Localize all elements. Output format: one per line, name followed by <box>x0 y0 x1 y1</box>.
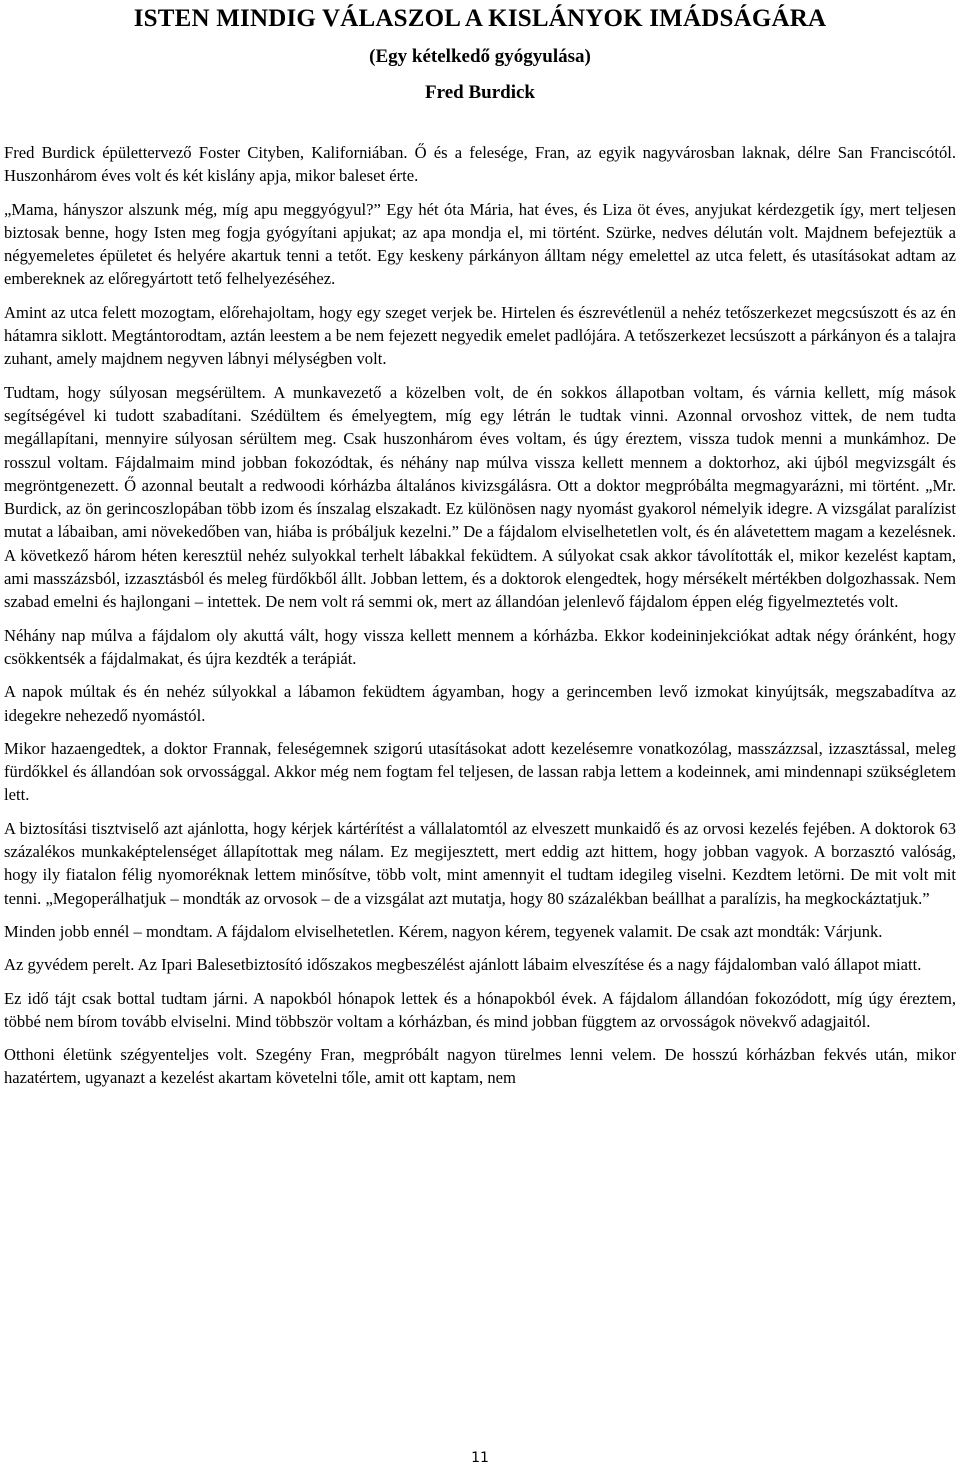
document-author: Fred Burdick <box>425 82 535 103</box>
paragraph: Amint az utca felett mozogtam, előrehajoltam, hogy egy szeget verjek be. Hirtelen és észrevétlenül a nehéz tetőszerkezet megcsúszott és az én hátamra siklott. Megtántorodtam, aztán leestem a be nem fejezett negyedik emelet padlójára. A tetőszerkezet lecsúszott a párkányon és a talajra zuhant, amely majdnem negyven lábnyi mélységben volt. <box>4 302 956 369</box>
paragraph: „Mama, hányszor alszunk még, míg apu meggyógyul?” Egy hét óta Mária, hat éves, és Liza öt éves, anyjukat kérdezgetik így, mert teljesen biztosak benne, hogy Isten meg fogja gyógyítani apjukat; az apa mondja el, mi történt. Szürke, nedves délután volt. Majdnem befejeztük a négyemeletes épületet és helyére akartuk tenni a tetőt. Egy keskeny párkányon álltam négy emelettel az utca felett, és utasításokat adtam az embereknek az előregyártott tető felhelyezéséhez. <box>4 199 956 289</box>
body-text <box>4 141 956 1090</box>
paragraph: A biztosítási tisztviselő azt ajánlotta, hogy kérjek kártérítést a vállalatomtól az elveszett munkaidő és az orvosi kezelés fejében. A doktorok 63 százalékos munkaképtelenséget állapítottak meg nálam. Ez megijesztett, mert eddig azt hittem, hogy jobban vagyok. A borzasztó valóság, hogy ily fiatalon félig nyomoréknak lettem minősítve, több volt, mint amennyit el tudtam idegileg viselni. Kezdtem letörni. De mit volt mit tenni. „Megoperálhatjuk – mondták az orvosok – de a vizsgálat azt mutatja, hogy 80 százalékban beállhat a paralízis, ha megkockáztatjuk.” <box>4 818 956 908</box>
page-number: 11 <box>471 1450 489 1466</box>
paragraph: Otthoni életünk szégyenteljes volt. Szegény Fran, megpróbált nagyon türelmes lenni velem. De hosszú kórházban fekvés után, mikor hazatértem, ugyanazt a kezelést akartam követelni tőle, amit ott kaptam, nem <box>4 1045 956 1088</box>
paragraph: Mikor hazaengedtek, a doktor Frannak, feleségemnek szigorú utasításokat adott kezelésemre vonatkozólag, masszázzsal, izzasztással, meleg fürdőkkel és állandóan sok orvossággal. Akkor még nem fogtam fel teljesen, de lassan rabja lettem a kodeinnek, ami mindennapi szükségletem lett. <box>4 738 956 805</box>
paragraph: Tudtam, hogy súlyosan megsérültem. A munkavezető a közelben volt, de én sokkos állapotban voltam, és várnia kellett, míg mások segítségével ki tudott szabadítani. Szédültem és émelyegtem, míg egy létrán le tudtak vinni. Azonnal orvoshoz vittek, de nem tudta megállapítani, mennyire súlyosan sérültem meg. Csak huszonhárom éves voltam, és úgy éreztem, vissza tudok menni a munkámhoz. De rosszul voltam. Fájdalmaim mind jobban fokozódtak, és néhány nap múlva vissza kellett mennem a doktorhoz, aki újból megvizsgált és megröntgenezett. Ő azonnal beutalt a redwoodi kórházba általános kivizsgálásra. Ott a doktor megpróbálta megmagyarázni, mi történt. „Mr. Burdick, az ön gerincoszlopában több izom és ínszalag elszakadt. Ez különösen nagy nyomást gyakorol némelyik idegre. A vizsgálat paralízist mutat a lábaiban, ami növekedőben van, hiába is próbáljuk kezelni.” De a fájdalom elviselhetetlen volt, és én alávetettem magam a kezelésnek. A következő három héten keresztül nehéz sulyokkal terhelt lábakkal feküdtem. A súlyokat csak akkor távolították el, mikor kezelést kaptam, ami masszázsból, izzasztásból és meleg fürdőkből állt. Jobban lettem, és a doktorok elengedtek, hogy mérsékelt mértékben dolgozhassak. Nem szabad emelni és hajlongani – intettek. De nem volt rá semmi ok, mert az állandóan jelenlevő fájdalom éppen elég figyelmeztetés volt. <box>4 382 956 612</box>
paragraph: Fred Burdick épülettervező Foster Cityben, Kaliforniában. Ő és a felesége, Fran, az egyik nagyvárosban laknak, délre San Franciscótól. Huszonhárom éves volt és két kislány apja, mikor baleset érte. <box>4 143 956 186</box>
paragraph: Az gyvédem perelt. Az Ipari Balesetbiztosító időszakos megbeszélést ajánlott lábaim elveszítése és a nagy fájdalomban való állapot miatt. <box>4 955 922 975</box>
paragraph: A napok múltak és én nehéz súlyokkal a lábamon feküdtem ágyamban, hogy a gerincemben levő izmokat kinyújtsák, megszabadítva az idegekre nehezedő nyomástól. <box>4 682 956 725</box>
paragraph: Minden jobb ennél – mondtam. A fájdalom elviselhetetlen. Kérem, nagyon kérem, tegyenek valamit. De csak azt mondták: Várjunk. <box>4 921 883 941</box>
document-subtitle: (Egy kételkedő gyógyulása) <box>369 46 591 67</box>
paragraph: Ez idő tájt csak bottal tudtam járni. A napokból hónapok lettek és a hónapokból évek. A fájdalom állandóan fokozódott, míg úgy éreztem, többé nem bírom tovább elviselni. Mind többször voltam a kórházban, és mind jobban függtem az orvosságok növekvő adagjaitól. <box>4 988 956 1031</box>
paragraph: Néhány nap múlva a fájdalom oly akuttá vált, hogy vissza kellett mennem a kórházba. Ekkor kodeininjekciókat adtak négy óránként, hogy csökkentsék a fájdalmakat, és újra kezdték a terápiát. <box>4 625 956 668</box>
document-title: ISTEN MINDIG VÁLASZOL A KISLÁNYOK IMÁDSÁGÁRA <box>133 5 827 32</box>
